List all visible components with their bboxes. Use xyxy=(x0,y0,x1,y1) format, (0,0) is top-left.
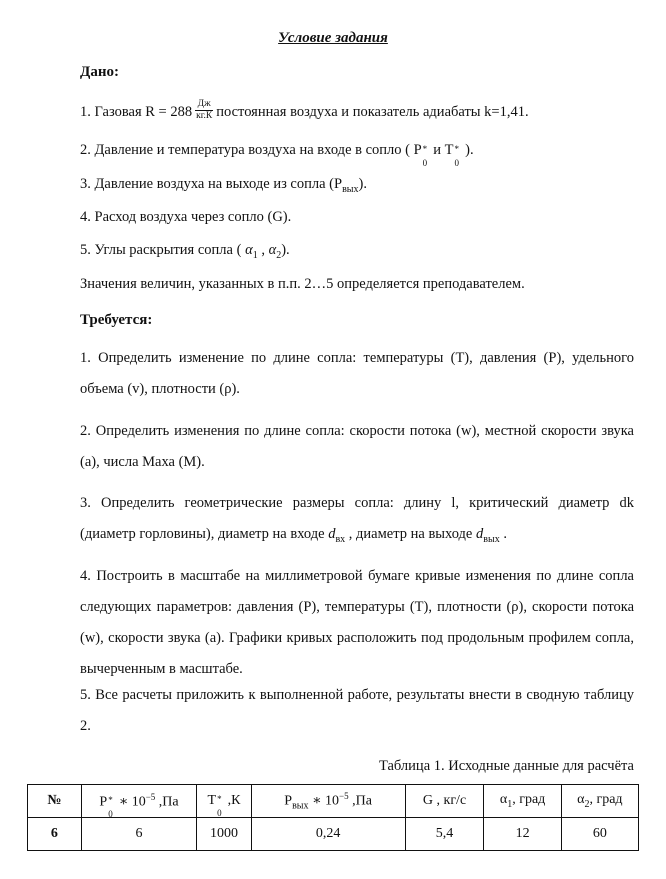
given-item-3: 3. Давление воздуха на выходе из сопла $(P_{вых})$. xyxy=(80,176,367,195)
required-item-4: 4. Построить в масштабе на миллиметровой бумаге кривые изменения по длине сопла следующих параметров: давления (P), температуры (T), плотности (ρ), скорости потока (w), скорости звука (a). Графики кривых расположить под продольным профилем сопла, вычерченным в масштабе. xyxy=(80,568,634,677)
units-fraction: $\frac{Дж}{кг.К}$ xyxy=(196,99,213,121)
header-alpha1: $\alpha_1$, град xyxy=(484,785,561,818)
page-title: Условие задания xyxy=(278,30,388,46)
cell-alpha1: 12 xyxy=(484,818,561,851)
cell-number: 6 xyxy=(28,818,82,851)
given-note: Значения величин, указанных в п.п. 2…5 определяется преподавателем. xyxy=(80,276,525,292)
cell-g: 5,4 xyxy=(405,818,484,851)
cell-alpha2: 60 xyxy=(561,818,638,851)
given-heading: Дано: xyxy=(80,64,119,80)
cell-pout: 0,24 xyxy=(251,818,405,851)
table-row xyxy=(28,818,639,851)
header-number: № xyxy=(28,785,82,818)
header-pout: $P_{вых}$ ∗ $10^{-5}$ ,Па xyxy=(251,785,405,818)
source-data-table xyxy=(27,784,639,851)
given-item-1: 1. Газовая R = 288 $\frac{Дж}{кг.К}$ постоянная воздуха и показатель адиабаты k=1,41. xyxy=(80,99,529,121)
required-item-5: 5. Все расчеты приложить к выполненной работе, результаты внести в сводную таблицу 2. xyxy=(80,687,634,734)
required-item-1: 1. Определить изменение по длине сопла: температуры (T), давления (P), удельного объема (v), плотности (ρ). xyxy=(80,350,634,397)
header-t0: T * 0 ,К xyxy=(197,785,251,818)
header-p0: P * 0 ∗ $10^{-5}$ ,Па xyxy=(81,785,197,818)
required-heading: Требуется: xyxy=(80,312,153,328)
given-item-5: 5. Углы раскрытия сопла ( $\alpha_1$ , $\alpha_2$). xyxy=(80,242,290,261)
required-item-3: 3. Определить геометрические размеры сопла: длину l, критический диаметр dk (диаметр горловины), диаметр на входе $d_{вх}$ , диаметр на выходе $d_{вых}$ . xyxy=(80,495,634,545)
required-item-2: 2. Определить изменения по длине сопла: скорости потока (w), местной скорости звука (a), числа Маха (M). xyxy=(80,423,634,470)
header-g: G , кг/с xyxy=(405,785,484,818)
cell-t0: 1000 xyxy=(197,818,251,851)
given-item-4: 4. Расход воздуха через сопло (G). xyxy=(80,209,292,225)
table-header-row xyxy=(28,785,639,818)
given-item-2: 2. Давление и температура воздуха на входе в сопло ( P * 0 и T * 0 ). xyxy=(80,142,474,168)
table-caption: Таблица 1. Исходные данные для расчёта xyxy=(378,758,634,774)
cell-p0: 6 xyxy=(81,818,197,851)
header-alpha2: $\alpha_2$, град xyxy=(561,785,638,818)
